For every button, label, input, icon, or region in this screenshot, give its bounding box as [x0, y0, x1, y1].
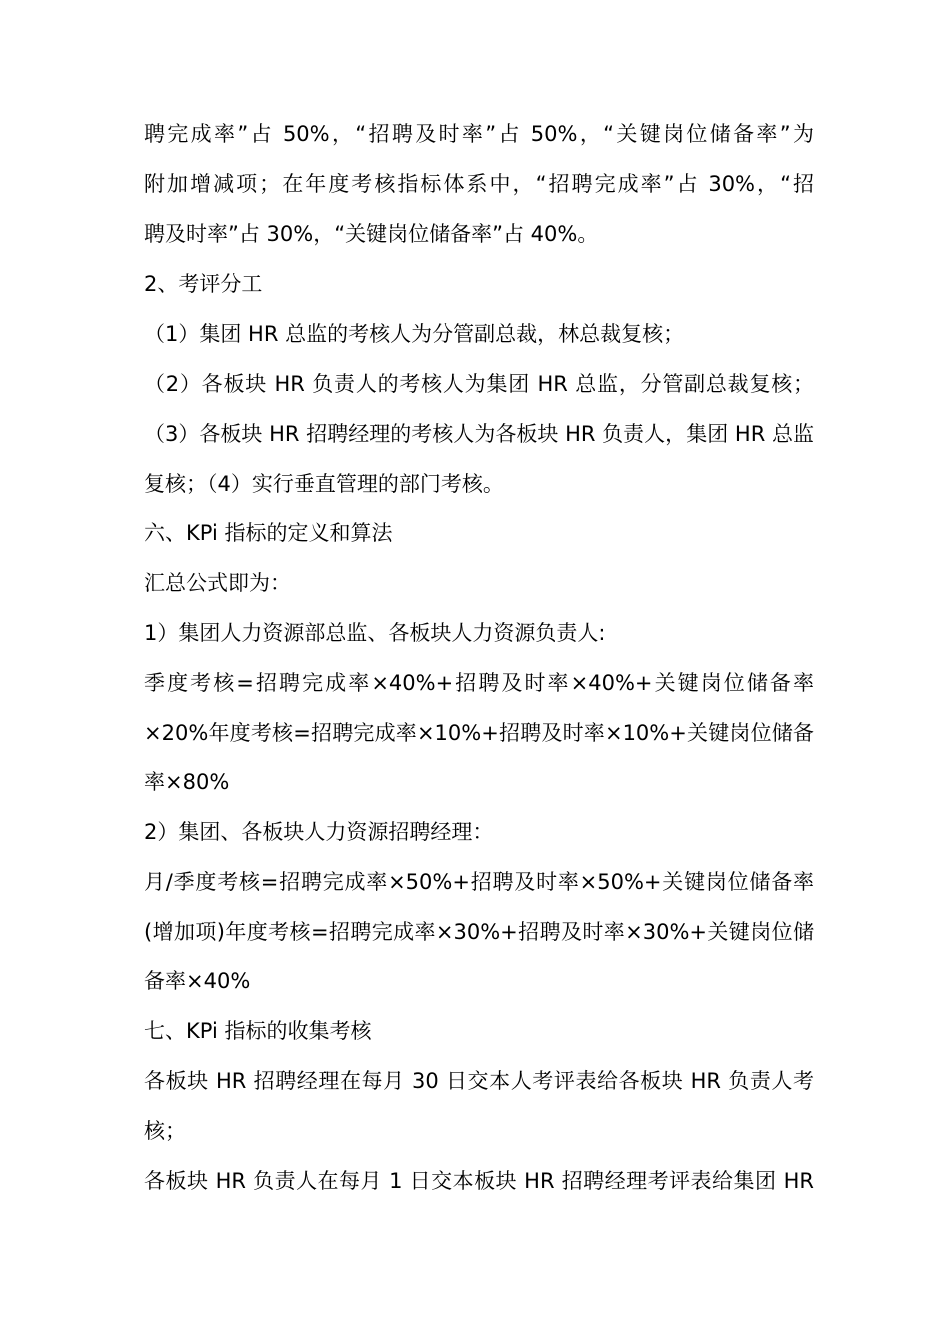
formula-line: 备率×40%	[144, 969, 251, 993]
paragraph-line: （1）集团 HR 总监的考核人为分管副总裁，林总裁复核；	[144, 322, 685, 346]
paragraph-line: 2）集团、各板块人力资源招聘经理：	[144, 820, 494, 844]
paragraph-line: 1）集团人力资源部总监、各板块人力资源负责人:	[144, 621, 606, 645]
paragraph-line: 聘完成率”占 50%，“招聘及时率”占 50%，“关键岗位储备率”为	[144, 122, 814, 146]
paragraph-line: 复核；（4）实行垂直管理的部门考核。	[144, 472, 504, 496]
section-heading: 七、KPi 指标的收集考核	[144, 1019, 372, 1043]
formula-line: ×20%年度考核=招聘完成率×10%+招聘及时率×10%+关键岗位储备	[144, 721, 814, 745]
formula-line: 率×80%	[144, 770, 230, 794]
formula-line: 月/季度考核=招聘完成率×50%+招聘及时率×50%+关键岗位储备率	[144, 870, 814, 894]
paragraph-line: 核；	[144, 1119, 186, 1143]
paragraph-line: 各板块 HR 负责人在每月 1 日交本板块 HR 招聘经理考评表给集团 HR	[144, 1169, 814, 1193]
paragraph-line: 汇总公式即为：	[144, 571, 291, 595]
formula-line: 季度考核=招聘完成率×40%+招聘及时率×40%+关键岗位储备率	[144, 671, 814, 695]
paragraph-line: 各板块 HR 招聘经理在每月 30 日交本人考评表给各板块 HR 负责人考	[144, 1069, 814, 1093]
paragraph-line: 聘及时率”占 30%，“关键岗位储备率”占 40%。	[144, 222, 599, 246]
paragraph-line: 附加增减项；在年度考核指标体系中，“招聘完成率”占 30%，“招	[144, 172, 814, 196]
paragraph-line: （3）各板块 HR 招聘经理的考核人为各板块 HR 负责人，集团 HR 总监	[144, 422, 814, 446]
section-heading: 2、考评分工	[144, 272, 263, 296]
paragraph-line: （2）各板块 HR 负责人的考核人为集团 HR 总监，分管副总裁复核；	[144, 372, 814, 396]
section-heading: 六、KPi 指标的定义和算法	[144, 521, 393, 545]
formula-line: (增加项)年度考核=招聘完成率×30%+招聘及时率×30%+关键岗位储	[144, 920, 814, 944]
